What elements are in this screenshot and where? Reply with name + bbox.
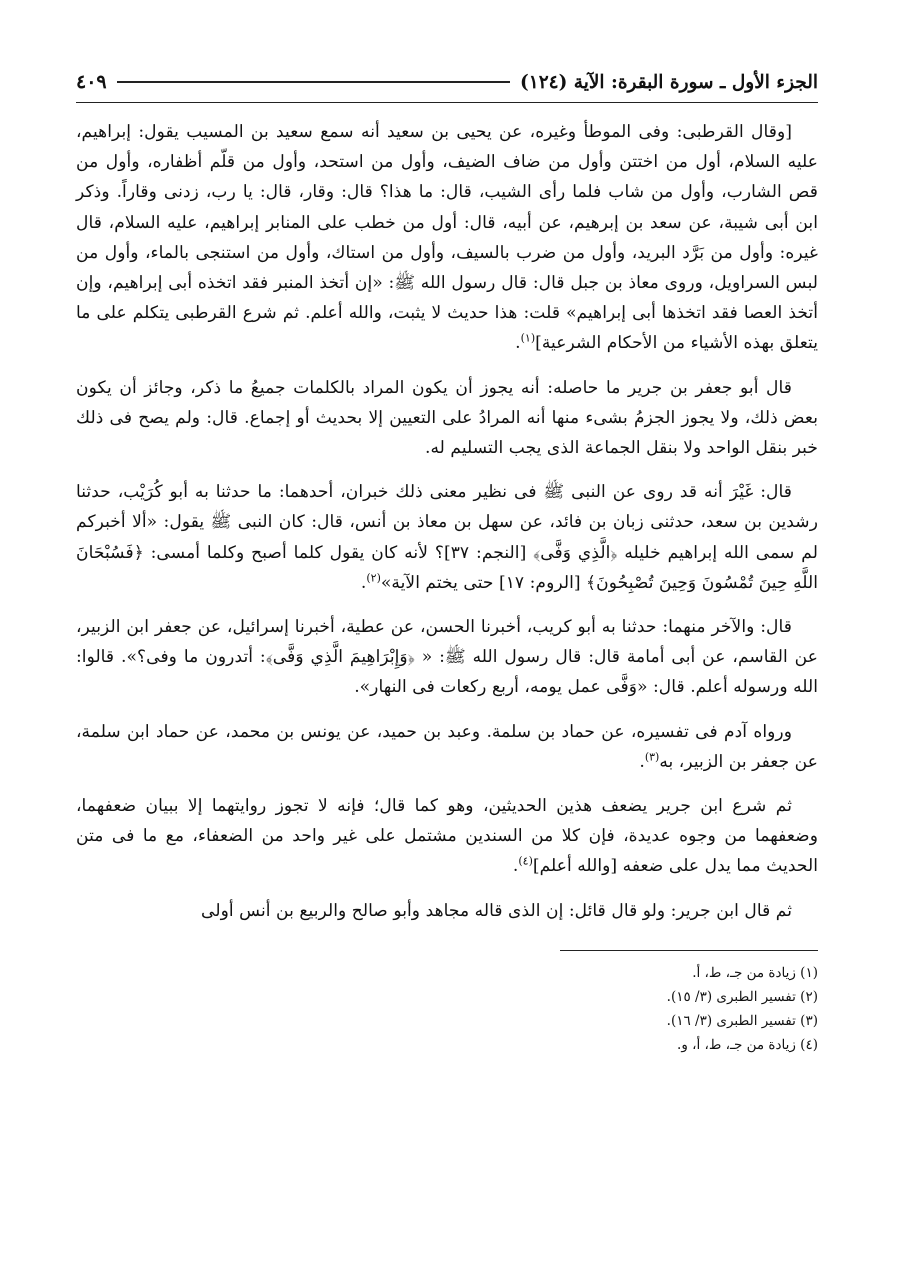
footnote-ref: (٢) xyxy=(366,571,381,585)
paragraph-continuation xyxy=(76,896,818,926)
footnote-ref: (٤) xyxy=(518,854,533,868)
body-text xyxy=(76,117,818,926)
paragraph-text: ورواه آدم فى تفسيره، عن حماد بن سلمة. وعبد بن حميد، عن يونس بن محمد، عن حماد ابن سلمة، عن جعفر بن الزبير، به xyxy=(76,721,818,772)
footnote-ref: (٣) xyxy=(644,750,660,764)
footnote-item: (١) زيادة من جـ، ط، أ. xyxy=(692,964,818,981)
paragraph-qurtubi: [وقال القرطبى: وفى الموطأ وغيره، عن يحيى بن سعيد أنه سمع سعيد بن المسيب يقول: إبراهيم، عليه السلام، أول من اختتن وأول من ضاف الضيف، وأول من استحد، وأول من قلّم أظفاره، وأول من قص الشارب، وأول من شاب فلما رأى الشيب، قال: ما هذا؟ قال: وقار، قال: يا رب، زدنى وقاراً. وذكر ابن أبى شيبة، عن سعد بن إبرهيم، عن أبيه، قال: أول من خطب على المنابر إبراهيم، عليه السلام، قال غيره: وأول من بَرَّد البريد، وأول من ضرب بالسيف، وأول من استاك، وأول من استنجى بالماء، وأول من لبس السراويل، وروى معاذ بن جبل قال: قال رسول الله ﷺ: «إن أتخذ المنبر فقد اتخذه أبى إبراهيم، وإن أتخذ العصا فقد اتخذها أبى إبراهيم» قلت: هذا حديث لا يثبت، والله أعلم. ثم شرع القرطبى يتكلم على ما يتعلق بهذه الأشياء من الأحكام الشرعية]$^{(١)}$. xyxy=(76,122,818,354)
paragraph-text: قال: والآخر منهما: حدثنا به أبو كريب، أخبرنا الحسن، عن عطية، أخبرنا إسرائيل، عن جعفر ابن الزبير، عن القاسم، عن أبى أمامة قال: قال رسول الله ﷺ: « ﴿وَإِبْرَاهِيمَ الَّذِي وَفَّى﴾: أتدرون ما وفى؟». قالوا: الله ورسوله أعلم. قال: «وَفَّى عمل يومه، أربع ركعات فى النهار». xyxy=(76,617,818,698)
paragraph-first-hadith: قال: غَيْرَ أنه قد روى عن النبى ﷺ فى نظير معنى ذلك خبران، أحدهما: ما حدثنا به أبو كُرَيْب، حدثنا رشدين بن سعد، حدثنى زبان بن فائد، عن سهل بن معاذ بن أنس، قال: كان النبى ﷺ يقول: «ألا أخبركم لم سمى الله إبراهيم خليله ﴿الَّذِي وَفَّى﴾ [النجم: ٣٧]؟ لأنه كان يقول كلما أصبح وكلما أمسى: ﴿فَسُبْحَانَ اللَّهِ حِينَ تُمْسُونَ وَحِينَ تُصْبِحُونَ﴾ [الروم: ١٧] حتى يختم الآية»$^{(٢)}$. xyxy=(76,482,818,593)
paragraph-text: ثم قال ابن جرير: ولو قال قائل: إن الذى قاله مجاهد وأبو صالح والربيع بن أنس أولى xyxy=(201,900,792,921)
footnote-item: (٢) تفسير الطبرى (٣/ ١٥). xyxy=(666,988,818,1005)
paragraph-text: قال أبو جعفر بن جرير ما حاصله: أنه يجوز أن يكون المراد بالكلمات جميعُ ما ذكر، وجائز أن يكون بعض ذلك، ولا يجوز الجزمُ بشىء منها أنه المرادُ على التعيين إلا بحديث أو إجماع. قال: ولم يصح فى ذلك خبر بنقل الواحد ولا بنقل الجماعة الذى يجب التسليم له. xyxy=(76,377,818,459)
paragraph-second-hadith xyxy=(76,612,818,703)
page-number: ٤٠٩ xyxy=(76,71,107,93)
paragraph-weakness: ثم شرع ابن جرير يضعف هذين الحديثين، وهو كما قال؛ فإنه لا تجوز روايتهما إلا ببيان ضعفهما، وضعفهما من وجوه عديدة، فإن كلا من السندين مشتمل على غير واحد من الضعفاء، مع ما فى متن الحديث مما يدل على ضعفه [والله أعلم]$^{(٤)}$. xyxy=(76,796,818,877)
footnote-item: (٣) تفسير الطبرى (٣/ ١٦). xyxy=(666,1012,818,1029)
paragraph-ibn-jarir-summary xyxy=(76,373,818,464)
document-page xyxy=(76,62,818,1222)
header-rule xyxy=(117,81,510,83)
running-header xyxy=(76,62,818,103)
header-title: الجزء الأول ـ سورة البقرة: الآية (١٢٤) xyxy=(520,71,818,93)
footnote-ref: (١) xyxy=(520,331,536,345)
footnote-item: (٤) زيادة من جـ، ط، أ، و. xyxy=(677,1036,818,1053)
footnote-separator xyxy=(560,950,818,951)
footnotes xyxy=(76,961,818,1057)
paragraph-text: قال: غَيْرَ أنه قد روى عن النبى ﷺ فى نظير معنى ذلك خبران، أحدهما: ما حدثنا به أبو كُرَيْب، حدثنا رشدين بن سعد، حدثنى زبان بن فائد، عن سهل بن معاذ بن أنس، قال: كان النبى ﷺ يقول: «ألا أخبركم لم سمى الله إبراهيم خليله ﴿الَّذِي وَفَّى﴾ [النجم: ٣٧]؟ لأنه كان يقول كلما أصبح وكلما أمسى: ﴿فَسُبْحَانَ اللَّهِ حِينَ تُمْسُونَ وَحِينَ تُصْبِحُونَ﴾ [الروم: ١٧] حتى يختم الآية» xyxy=(76,482,818,593)
paragraph-text: [وقال القرطبى: وفى الموطأ وغيره، عن يحيى بن سعيد أنه سمع سعيد بن المسيب يقول: إبراهيم، عليه السلام، أول من اختتن وأول من ضاف الضيف، وأول من استحد، وأول من قلّم أظفاره، وأول من قص الشارب، وأول من شاب فلما رأى الشيب، قال: ما هذا؟ قال: وقار، قال: يا رب، زدنى وقاراً. وذكر ابن أبى شيبة، عن سعد بن إبرهيم، عن أبيه، قال: أول من خطب على المنابر إبراهيم، عليه السلام، قال غيره: وأول من بَرَّد البريد، وأول من ضرب بالسيف، وأول من استاك، وأول من استنجى بالماء، وأول من لبس السراويل، وروى معاذ بن جبل قال: قال رسول الله ﷺ: «إن أتخذ المنبر فقد اتخذه أبى إبراهيم، وإن أتخذ العصا فقد اتخذها أبى إبراهيم» قلت: هذا حديث لا يثبت، والله أعلم. ثم شرع القرطبى يتكلم على ما يتعلق بهذه الأشياء من الأحكام الشرعية] xyxy=(76,122,818,354)
paragraph-text: ثم شرع ابن جرير يضعف هذين الحديثين، وهو كما قال؛ فإنه لا تجوز روايتهما إلا ببيان ضعفهما، وضعفهما من وجوه عديدة، فإن كلا من السندين مشتمل على غير واحد من الضعفاء، مع ما فى متن الحديث مما يدل على ضعفه [والله أعلم] xyxy=(76,796,818,877)
paragraph-adam-narration: ورواه آدم فى تفسيره، عن حماد بن سلمة. وعبد بن حميد، عن يونس بن محمد، عن حماد ابن سلمة، عن جعفر بن الزبير، به$^{(٣)}$. xyxy=(76,721,818,772)
